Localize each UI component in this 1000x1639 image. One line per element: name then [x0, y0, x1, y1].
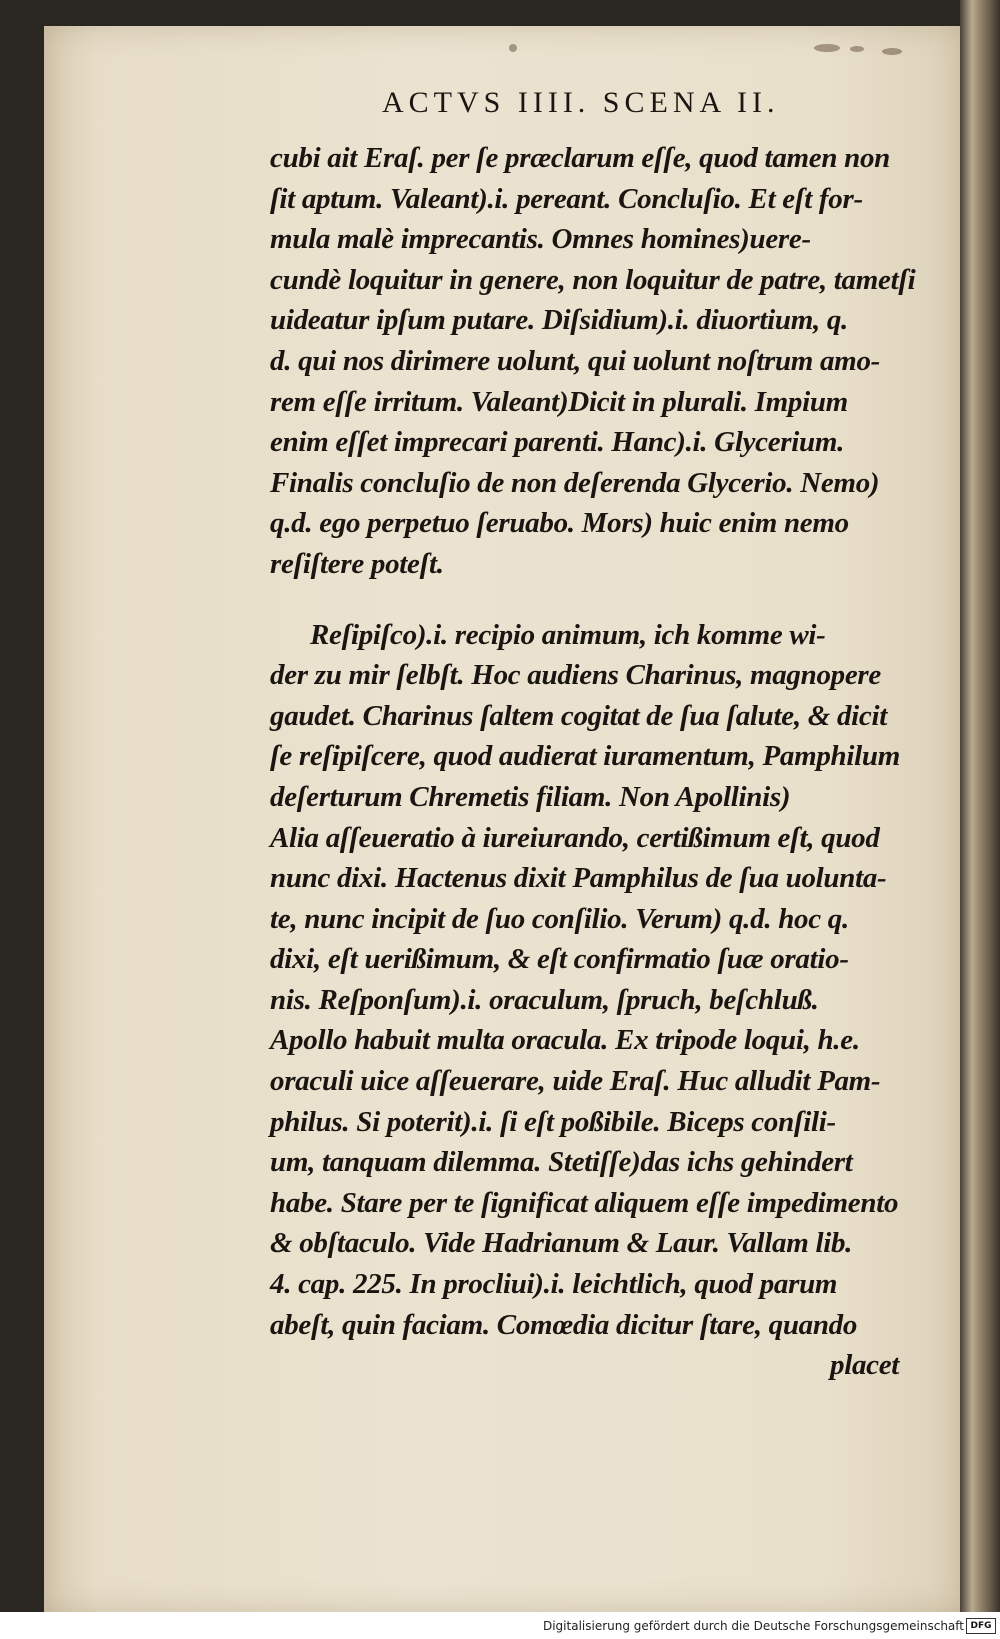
text-line: Apollo habuit multa oracula. Ex tripode loqui, h.e.: [270, 1024, 860, 1057]
text-line: 4. cap. 225. In procliui).i. leichtlich, quod parum: [270, 1268, 838, 1301]
text-line: & obſtaculo. Vide Hadrianum & Laur. Vallam lib.: [270, 1227, 853, 1260]
text-line: philus. Si poterit).i. ſi eſt poßibile. Biceps conſili-: [270, 1105, 836, 1138]
text-line: habe. Stare per te ſignificat aliquem eſſe impedimento: [270, 1186, 899, 1219]
text-line: deſerturum Chremetis filiam. Non Apollinis): [270, 780, 791, 813]
text-line: ſit aptum. Valeant).i. pereant. Concluſio. Et eſt for-: [270, 182, 863, 215]
text-line: cubi ait Eraſ. per ſe præclarum eſſe, quod tamen non: [270, 142, 890, 174]
text-line: enim eſſet imprecari parenti. Hanc).i. Glycerium.: [270, 426, 845, 459]
text-line: abeſt, quin faciam. Comœdia dicitur ſtare, quando: [270, 1308, 858, 1341]
text-line: oraculi uice aſſeuerare, uide Eraſ. Huc alludit Pam-: [270, 1065, 881, 1098]
ink-smudge: [509, 44, 517, 52]
text-line: uideatur ipſum putare. Diſsidium).i. diuortium, q.: [270, 304, 848, 337]
ink-smudge: [850, 46, 864, 52]
text-line: Finalis concluſio de non deſerenda Glycerio. Nemo): [270, 466, 880, 499]
text-line: Alia aſſeueratio à iureiurando, certißimum eſt, quod: [270, 821, 880, 854]
text-line: gaudet. Charinus ſaltem cogitat de ſua ſalute, & dicit: [270, 699, 887, 732]
text-line: um, tanquam dilemma. Stetiſſe)das ichs gehindert: [270, 1146, 853, 1179]
dfg-logo-icon: DFG: [966, 1618, 996, 1634]
text-line: q.d. ego perpetuo ſeruabo. Mors) huic enim nemo: [270, 507, 849, 540]
text-line: te, nunc incipit de ſuo conſilio. Verum) q.d. hoc q.: [270, 902, 849, 935]
text-line: rem eſſe irritum. Valeant)Dicit in plurali. Impium: [270, 385, 848, 418]
text-line: Reſipiſco).i. recipio animum, ich komme wi-: [310, 618, 826, 651]
paragraph-gap: [270, 585, 960, 615]
running-head: ACTVS IIII. SCENA II.: [382, 86, 780, 119]
funding-notice: Digitalisierung gefördert durch die Deutsche Forschungsgemeinschaft: [542, 1619, 964, 1633]
commentary-text: [270, 138, 960, 1386]
catchword: placet: [830, 1349, 900, 1382]
text-line: ſe reſipiſcere, quod audierat iuramentum, Pamphilum: [270, 740, 900, 773]
text-line: d. qui nos dirimere uolunt, qui uolunt noſtrum amo-: [270, 344, 880, 377]
text-line: dixi, eſt uerißimum, & eſt confirmatio ſuæ oratio-: [270, 943, 849, 976]
text-line: mula malè imprecantis. Omnes homines)uere-: [270, 223, 811, 256]
ink-smudge: [814, 44, 840, 52]
ink-smudge: [882, 48, 902, 55]
text-line: cundè loquitur in genere, non loquitur de patre, tametſi: [270, 263, 916, 296]
text-line: reſiſtere poteſt.: [270, 547, 444, 580]
text-line: nis. Reſponſum).i. oraculum, ſpruch, beſchluß.: [270, 983, 819, 1016]
text-line: nunc dixi. Hactenus dixit Pamphilus de ſua uolunta-: [270, 862, 887, 895]
page-edge: [960, 0, 1000, 1612]
text-line: der zu mir ſelbſt. Hoc audiens Charinus, magnopere: [270, 659, 881, 692]
